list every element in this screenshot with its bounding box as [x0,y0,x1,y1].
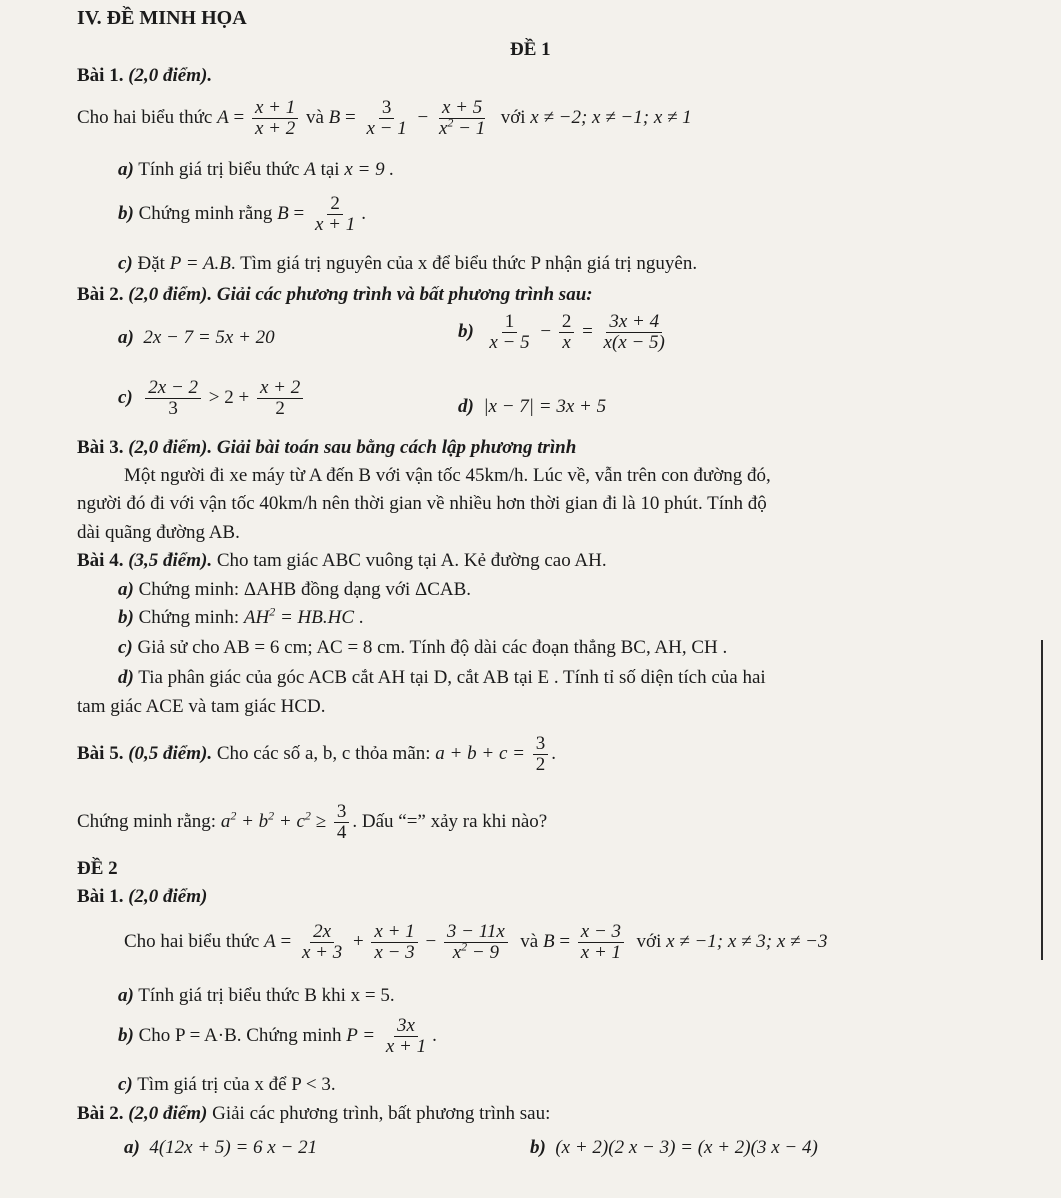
fraction-B1: $\frac{3}{x - 1}$ [366,97,407,139]
exam1-title: ĐỀ 1 [510,39,551,60]
exam1-bai4-d: d) Tia phân giác của góc ACB cắt AH tại D, cắt AB tại E . Tính tỉ số diện tích của hai [118,667,766,688]
exam1-bai1-c: c) Đặt P = A.B. Tìm giá trị nguyên của x để biểu thức P nhận giá trị nguyên. [118,253,698,274]
exam1-bai1-a: a) Tính giá trị biểu thức A tại x = 9 . [118,159,395,180]
exam1-bai5-prove: Chứng minh rằng: $a^2 + b^2 + c^2$ ≥ $\frac{3}{4}$ . Dấu “=” xảy ra khi nào? [77,801,548,843]
exam1-bai5-heading: Bài 5. (0,5 điểm). Cho các số a, b, c thỏa mãn: a + b + c = $\frac{3}{2}$ . [77,733,556,775]
exam1-bai2-a: a) 2x − 7 = 5x + 20 [118,327,275,348]
exam1-bai4-b: b) Chứng minh: $AH^2 = HB.HC$ . [118,604,364,628]
exam1-bai2-d: d) |x − 7| = 3x + 5 [458,396,607,417]
exam1-bai2-c: c) $\frac{2x - 2}{3}$ > 2 + $\frac{x + 2}{2}$ [118,378,306,419]
exam2-bai1-c: c) Tìm giá trị của x để P < 3. [118,1074,336,1095]
exam2-bai2-b: b) (x + 2)(2 x − 3) = (x + 2)(3 x − 4) [530,1137,818,1158]
exam1-bai2-b: b) $\frac{1}{x - 5}$ − $\frac{2}{x}$ = $\frac{3x + 4}{x(x - 5)}$ [458,311,665,353]
exam1-bai3-line3: dài quãng đường AB. [77,522,240,543]
fraction-B-proof: $\frac{2}{x + 1}$ [314,193,356,235]
fraction-A: $\frac{x + 1}{x + 2}$ [252,98,298,139]
page-edge-line [1041,640,1043,960]
section-title: IV. ĐỀ MINH HỌA [77,7,247,29]
exam1-bai3-heading: Bài 3. (2,0 điểm). Giải bài toán sau bằng cách lập phương trình [77,437,577,458]
exam1-bai3-line2: người đó đi với vận tốc 40km/h nên thời gian về nhiều hơn thời gian đi là 10 phút. Tính độ [77,493,767,514]
exam1-bai1-heading: Bài 1. (2,0 điểm). [77,65,213,86]
exam1-bai2-heading: Bài 2. (2,0 điểm). Giải các phương trình và bất phương trình sau: [77,284,593,305]
fraction-B2: $\frac{x + 5}{x^2 - 1}$ [438,97,486,139]
exam2-bai2-heading: Bài 2. (2,0 điểm) Giải các phương trình, bất phương trình sau: [77,1103,551,1124]
exam2-bai1-heading: Bài 1. (2,0 điểm) [77,886,208,907]
exam1-bai4-c: c) Giả sử cho AB = 6 cm; AC = 8 cm. Tính độ dài các đoạn thẳng BC, AH, CH . [118,637,728,658]
exam2-bai2-a: a) 4(12x + 5) = 6 x − 21 [124,1137,318,1158]
exam2-bai1-b: b) Cho P = A·B. Chứng minh P = $\frac{3x}{x + 1}$ . [118,1015,437,1057]
exam1-bai3-line1: Một người đi xe máy từ A đến B với vận tốc 45km/h. Lúc về, vẫn trên con đường đó, [124,465,771,486]
exam2-bai1-a: a) Tính giá trị biểu thức B khi x = 5. [118,985,395,1006]
exam2-bai1-expressions: Cho hai biểu thức A = $\frac{2x}{x + 3}$ + $\frac{x + 1}{x - 3}$ − $\frac{3 - 11x}{x^2 - 9}$ và B = $\frac{x - 3}{x + 1}$ với x ≠ −1; x ≠ 3; x ≠ −3 [124,921,828,963]
exam1-bai1-expressions: Cho hai biểu thức A = $\frac{x + 1}{x + 2}$ và B = $\frac{3}{x - 1}$ − $\frac{x + 5}{x^2 - 1}$ với x ≠ −2; x ≠ −1; x ≠ 1 [77,97,692,139]
exam2-title: ĐỀ 2 [77,858,118,879]
exam1-bai1-b: b) Chứng minh rằng B = $\frac{2}{x + 1}$ . [118,193,366,235]
exam1-bai4-d-cont: tam giác ACE và tam giác HCD. [77,696,326,717]
exam1-bai4-heading: Bài 4. (3,5 điểm). Cho tam giác ABC vuông tại A. Kẻ đường cao AH. [77,550,607,571]
exam1-bai4-a: a) Chứng minh: ΔAHB đồng dạng với ΔCAB. [118,579,472,600]
